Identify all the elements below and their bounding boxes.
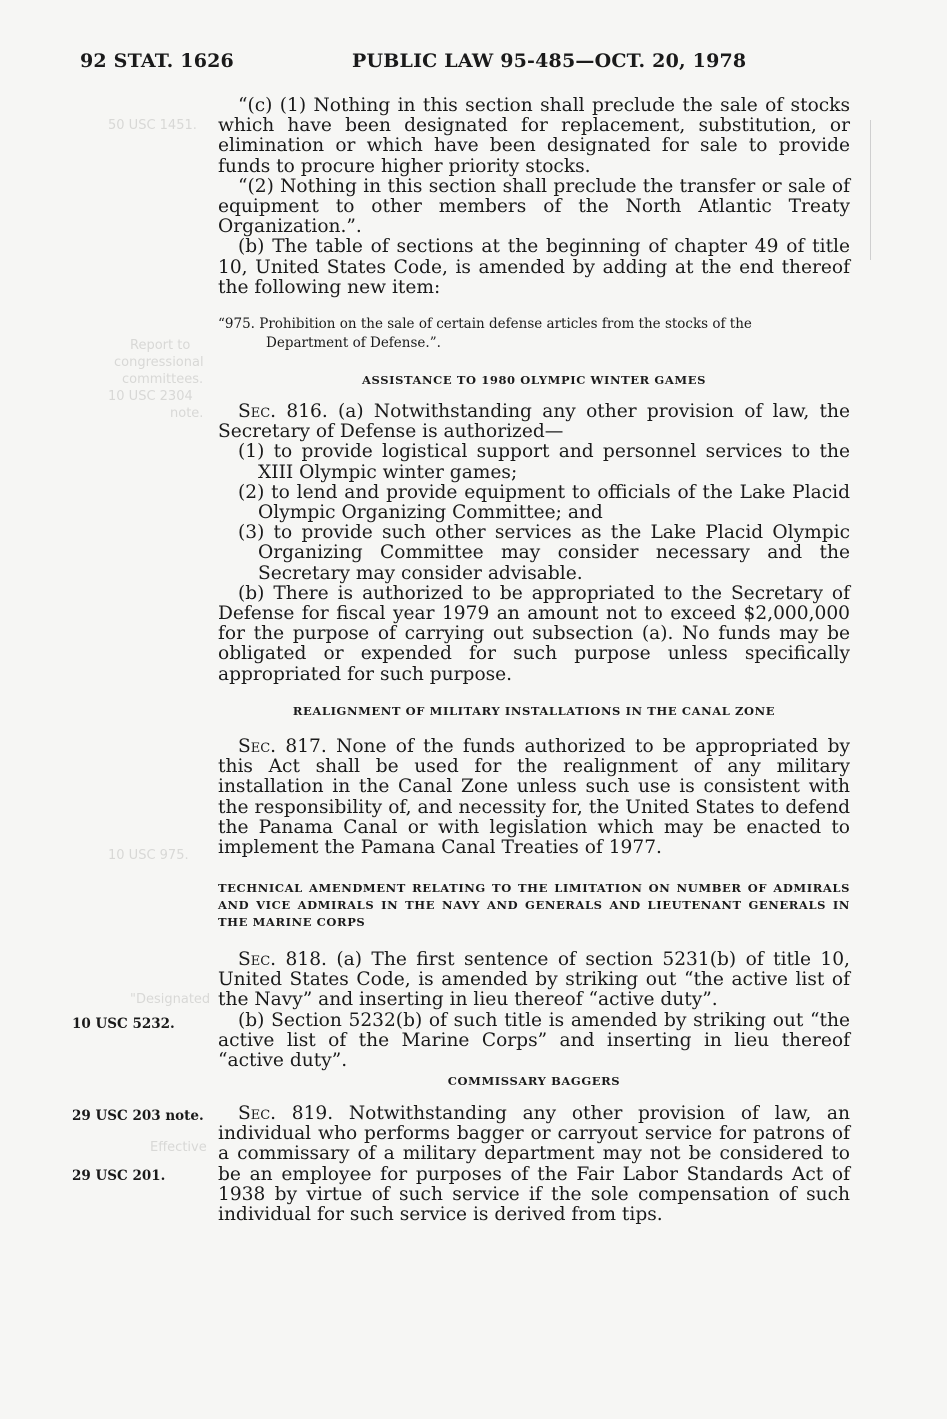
section-816-body [218, 402, 850, 685]
section-819-body [218, 1104, 850, 1225]
margin-citation-10-usc-5232: 10 USC 5232. [72, 1016, 175, 1032]
section-818-para-a [218, 950, 850, 1011]
section-816-para-a [218, 402, 850, 442]
bleed-through-note: Report to [130, 338, 191, 353]
section-817-body [218, 737, 850, 858]
section-text: (a) The first sentence of section 5231(b) of title 10, United States Code, is amended by striking out “the active list of the Navy” and inserting in lieu thereof “active duty”. [218, 949, 850, 1011]
section-817-text [218, 737, 850, 858]
section-label: Sec. 819. [238, 1103, 334, 1124]
bleed-through-note: congressional [114, 355, 204, 370]
bleed-through-note: 10 USC 975. [108, 848, 189, 863]
bleed-through-note: "Designated [130, 992, 211, 1007]
section-816-item-2: (2) to lend and provide equipment to officials of the Lake Placid Olympic Organizing Committee; and [238, 481, 850, 524]
section-815-continued [218, 96, 850, 298]
paragraph-c1: “(c) (1) Nothing in this section shall preclude the sale of stocks which have been designated for replacement, substitution, or elimination or which have been designated for sale to provide funds to procure higher priority stocks. [218, 95, 850, 177]
paragraph-b-table-amendment: (b) The table of sections at the beginning of chapter 49 of title 10, United States Code, is amended by adding at the end thereof the following new item: [218, 236, 850, 298]
section-816-item-3: (3) to provide such other services as the Lake Placid Olympic Organizing Committee may consider necessary and the Secretary may consider advisable. [238, 522, 850, 584]
bleed-through-note: committees. [122, 372, 204, 387]
section-818-heading: TECHNICAL AMENDMENT RELATING TO THE LIMITATION ON NUMBER OF ADMIRALS AND VICE ADMIRALS IN THE NAVY AND GENERALS AND LIEUTENANT GENERALS IN THE MARINE CORPS [218, 881, 850, 929]
bleed-through-note: Effective [150, 1140, 207, 1155]
scan-artifact-line [870, 120, 871, 260]
section-818-body [218, 950, 850, 1071]
bleed-through-note: 10 USC 2304 [108, 389, 193, 404]
statute-page-number: 92 STAT. 1626 [80, 50, 234, 72]
table-of-sections-item [218, 315, 850, 353]
page-header-title: PUBLIC LAW 95-485—OCT. 20, 1978 [352, 50, 747, 72]
section-text: Notwithstanding any other provision of law, an individual who performs bagger or carryout service for patrons of a commissary of a military department may not be considered to be an employee for purposes of the Fair Labor Standards Act of 1938 by virtue of such service if the sole compensation of such individual for such service is derived from tips. [218, 1103, 850, 1226]
margin-citation-29-usc-201: 29 USC 201. [72, 1168, 166, 1184]
section-819-heading: COMMISSARY BAGGERS [447, 1074, 621, 1088]
section-label: Sec. 818. [238, 949, 327, 970]
section-818-para-b: (b) Section 5232(b) of such title is amended by striking out “the active list of the Marine Corps” and inserting in lieu thereof “active duty”. [218, 1009, 850, 1072]
bleed-through-note: note. [170, 406, 204, 421]
section-label: Sec. 817. [238, 736, 327, 757]
margin-citation-29-usc-203-note: 29 USC 203 note. [72, 1108, 204, 1124]
section-819-text [218, 1104, 850, 1225]
section-816-para-b: (b) There is authorized to be appropriated to the Secretary of Defense for fiscal year 1979 an amount not to exceed $2,000,000 for the purpose of carrying out subsection (a). No funds may be obligated or expended for such purpose unless specifically appropriated for such purpose. [218, 582, 850, 685]
section-text: None of the funds authorized to be appropriated by this Act shall be used for the realignment of any military installation in the Canal Zone unless such use is consistent with the responsibility of, and necessity for, the United States to defend the Panama Canal or with legislation which may be enacted to implement the Pamana Canal Treaties of 1977. [218, 736, 850, 859]
section-label: Sec. 816. [238, 401, 328, 422]
table-item-line-2: Department of Defense.”. [266, 335, 441, 351]
section-816-heading: ASSISTANCE TO 1980 OLYMPIC WINTER GAMES [362, 373, 706, 387]
bleed-through-note: 50 USC 1451. [108, 118, 197, 133]
section-text: (a) Notwithstanding any other provision of law, the Secretary of Defense is authorized— [218, 401, 850, 443]
table-item-line-1: “975. Prohibition on the sale of certain defense articles from the stocks of the [218, 316, 752, 332]
section-817-heading: REALIGNMENT OF MILITARY INSTALLATIONS IN THE CANAL ZONE [292, 704, 776, 718]
section-816-item-1: (1) to provide logistical support and personnel services to the XIII Olympic winter games; [238, 441, 850, 483]
paragraph-c2: “(2) Nothing in this section shall preclude the transfer or sale of equipment to other members of the North Atlantic Treaty Organization.”. [218, 175, 850, 238]
